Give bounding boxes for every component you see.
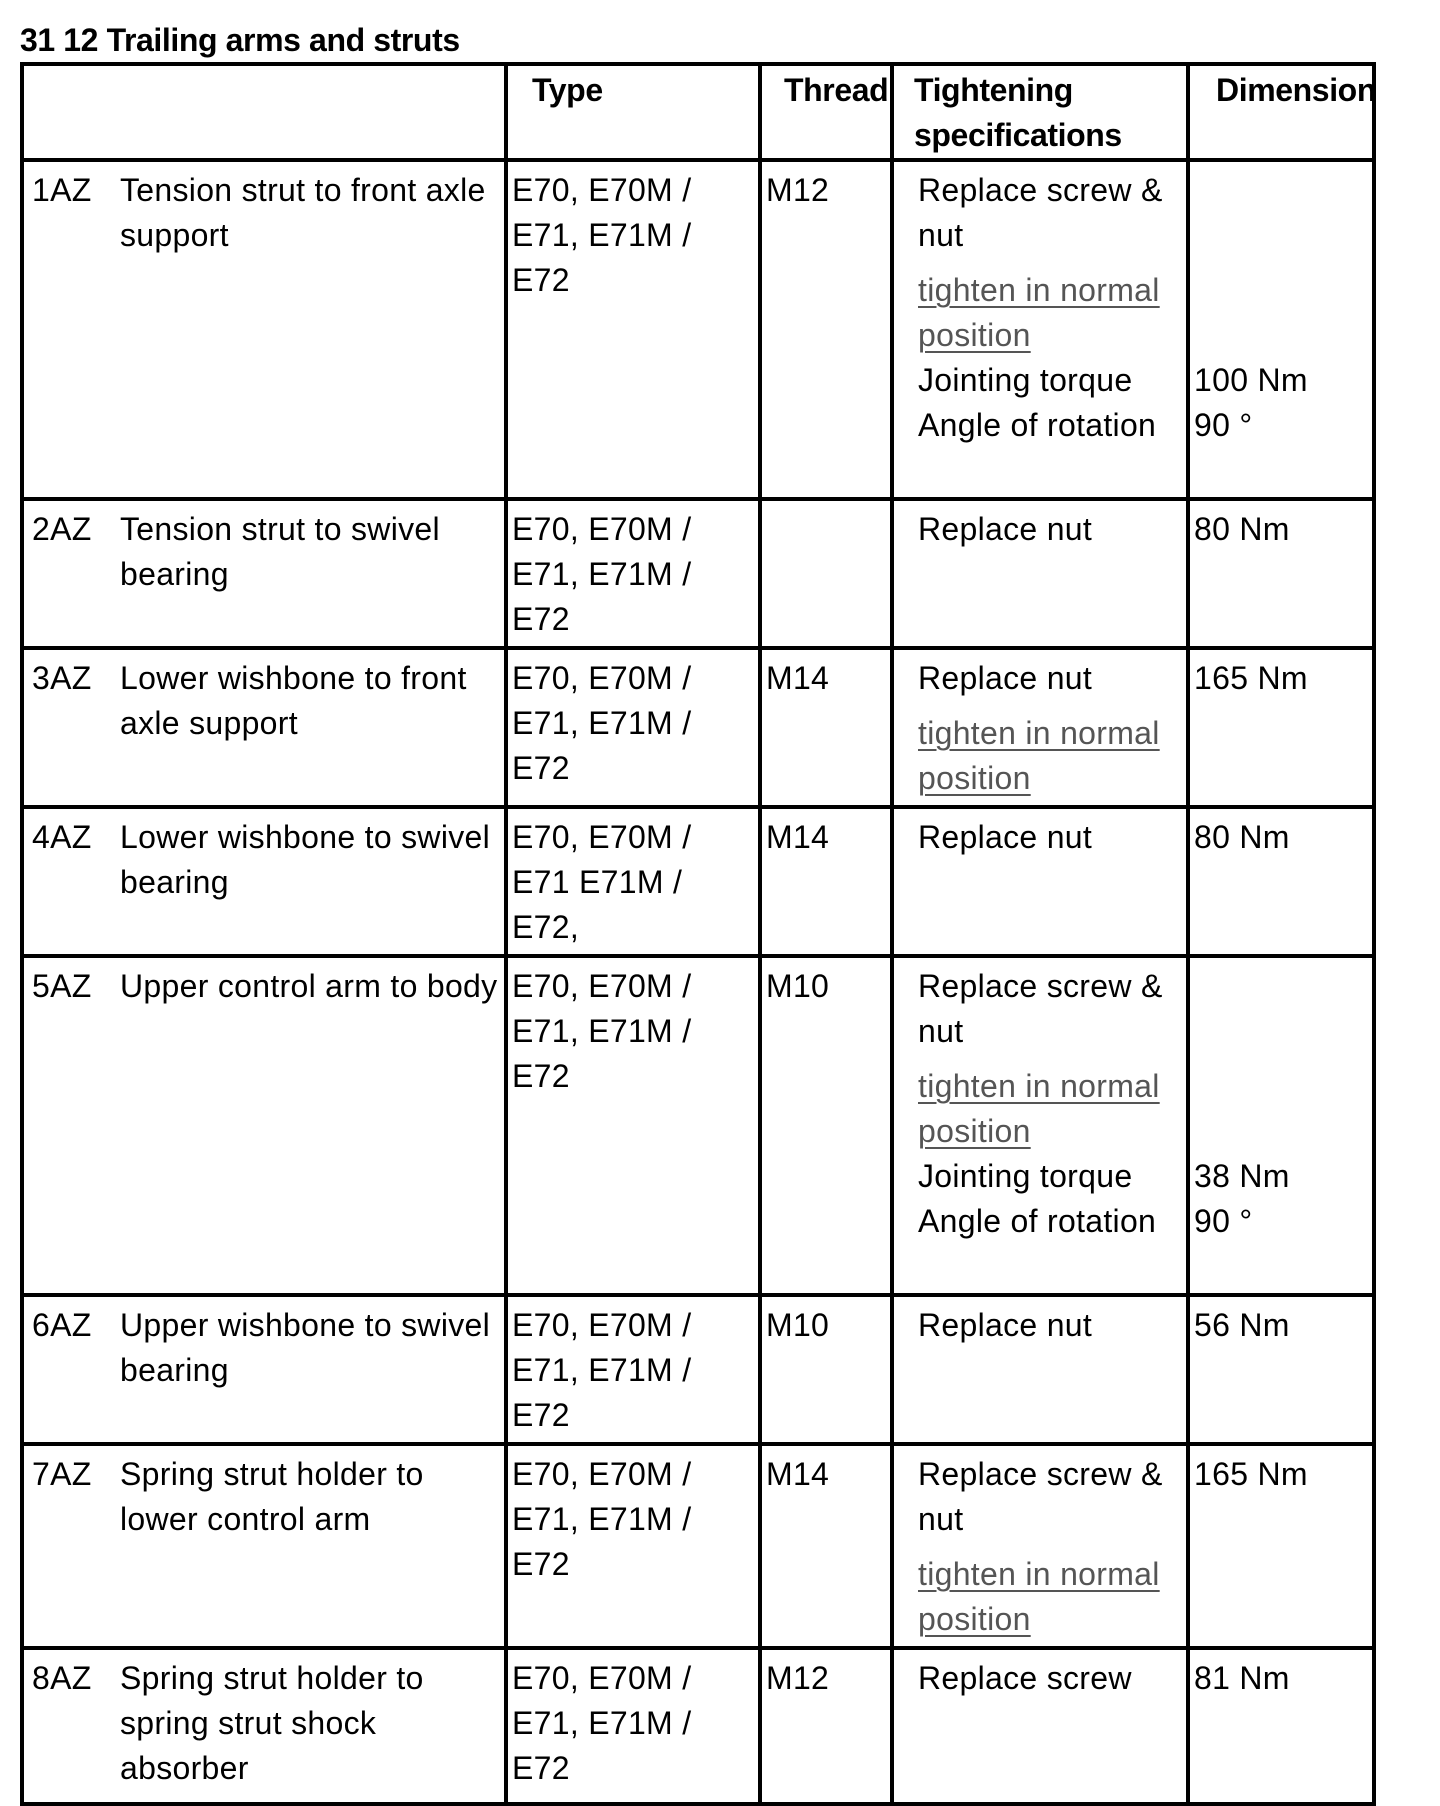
cell-type <box>506 160 760 499</box>
item-code: 4AZ <box>32 819 92 855</box>
table-row <box>22 648 1374 807</box>
spec-text <box>918 168 1182 258</box>
cell-thread <box>760 1444 892 1648</box>
cell-dimension <box>1188 956 1374 1295</box>
tighten-position-link[interactable] <box>918 711 1182 801</box>
item-description: Lower wishbone to swivel bearing <box>120 819 491 900</box>
item-code: 6AZ <box>32 1307 92 1343</box>
table-row <box>22 1295 1374 1444</box>
cell-dimension <box>1188 807 1374 956</box>
cell-item <box>22 1444 506 1648</box>
cell-item <box>22 499 506 648</box>
spec-line-text: Angle of rotation <box>918 407 1157 443</box>
cell-thread <box>760 956 892 1295</box>
spec-text <box>918 1303 1182 1348</box>
cell-type <box>506 956 760 1295</box>
cell-dimension <box>1188 648 1374 807</box>
spec-link-text[interactable]: tighten in normal position <box>918 1068 1160 1149</box>
table-header-row <box>22 64 1374 160</box>
cell-thread <box>760 1648 892 1804</box>
type-value: E70, E70M / E71, E71M / E72 <box>512 1660 692 1786</box>
thread-value: M12 <box>766 1660 830 1696</box>
item-description: Tension strut to front axle support <box>120 172 486 253</box>
spec-text <box>918 1656 1182 1701</box>
type-value: E70, E70M / E71 E71M / E72, <box>512 819 692 945</box>
thread-value: M14 <box>766 819 830 855</box>
dimension-value <box>1194 711 1368 801</box>
spec-line-text: Replace nut <box>918 511 1093 547</box>
thread-value: M12 <box>766 172 830 208</box>
spec-line-text: Replace nut <box>918 1307 1093 1343</box>
cell-dimension <box>1188 1295 1374 1444</box>
cell-type <box>506 807 760 956</box>
table-row <box>22 956 1374 1295</box>
header-thread: Thread <box>760 64 892 160</box>
dimension-value <box>1194 1064 1368 1154</box>
cell-tightening <box>892 1648 1188 1804</box>
header-type: Type <box>506 64 760 160</box>
cell-thread <box>760 807 892 956</box>
spec-line-text: Replace screw <box>918 1660 1132 1696</box>
dimension-value: 90 ° <box>1194 407 1253 443</box>
spec-line-text: Jointing torque <box>918 1158 1133 1194</box>
dimension-value: 81 Nm <box>1194 1660 1290 1696</box>
cell-dimension <box>1188 1648 1374 1804</box>
cell-tightening <box>892 1444 1188 1648</box>
type-value: E70, E70M / E71, E71M / E72 <box>512 660 692 786</box>
type-value: E70, E70M / E71, E71M / E72 <box>512 1307 692 1433</box>
thread-value: M14 <box>766 1456 830 1492</box>
spec-text <box>918 964 1182 1054</box>
table-row <box>22 499 1374 648</box>
cell-item <box>22 648 506 807</box>
item-description: Spring strut holder to spring strut shock absorber <box>120 1660 424 1786</box>
table-row <box>22 1444 1374 1648</box>
dimension-value: 38 Nm <box>1194 1158 1290 1194</box>
spec-text <box>918 1452 1182 1542</box>
dimension-value: 165 Nm <box>1194 660 1308 696</box>
dimension-value <box>1194 168 1368 258</box>
item-code: 8AZ <box>32 1660 92 1696</box>
item-code: 5AZ <box>32 968 92 1004</box>
cell-type <box>506 648 760 807</box>
spec-link-text[interactable]: tighten in normal position <box>918 715 1160 796</box>
table-row <box>22 1648 1374 1804</box>
dimension-value: 56 Nm <box>1194 1307 1290 1343</box>
type-value: E70, E70M / E71, E71M / E72 <box>512 1456 692 1582</box>
cell-thread <box>760 648 892 807</box>
cell-thread <box>760 160 892 499</box>
thread-value: M10 <box>766 968 830 1004</box>
header-dimension: Dimension <box>1188 64 1374 160</box>
cell-tightening <box>892 1295 1188 1444</box>
cell-tightening <box>892 499 1188 648</box>
spec-text <box>918 358 1182 403</box>
dimension-value: 80 Nm <box>1194 511 1290 547</box>
cell-item <box>22 160 506 499</box>
cell-dimension <box>1188 160 1374 499</box>
cell-type <box>506 1295 760 1444</box>
spec-text <box>918 1199 1182 1289</box>
item-description: Lower wishbone to front axle support <box>120 660 467 741</box>
item-description: Upper control arm to body <box>120 968 498 1004</box>
cell-item <box>22 956 506 1295</box>
dimension-value: 165 Nm <box>1194 1456 1308 1492</box>
thread-value <box>762 501 890 511</box>
spec-line-text: Replace screw & nut <box>918 1456 1163 1537</box>
spec-line-text: Replace screw & nut <box>918 172 1163 253</box>
page-title: 31 12 Trailing arms and struts <box>20 22 460 58</box>
item-description: Tension strut to swivel bearing <box>120 511 440 592</box>
dimension-value <box>1194 964 1368 1054</box>
table-body <box>22 160 1374 1804</box>
cell-item <box>22 1648 506 1804</box>
header-item <box>22 64 506 160</box>
type-value: E70, E70M / E71, E71M / E72 <box>512 968 692 1094</box>
cell-type <box>506 499 760 648</box>
table-row <box>22 807 1374 956</box>
cell-tightening <box>892 956 1188 1295</box>
spec-line-text: Replace screw & nut <box>918 968 1163 1049</box>
cell-tightening <box>892 648 1188 807</box>
cell-type <box>506 1444 760 1648</box>
table-row <box>22 160 1374 499</box>
tighten-position-link[interactable] <box>918 1552 1182 1642</box>
dimension-value: 80 Nm <box>1194 819 1290 855</box>
type-value: E70, E70M / E71, E71M / E72 <box>512 511 692 637</box>
cell-tightening <box>892 807 1188 956</box>
spec-line-text: Angle of rotation <box>918 1203 1157 1239</box>
spec-line-text: Replace nut <box>918 660 1093 696</box>
spec-link-text[interactable]: tighten in normal position <box>918 272 1160 353</box>
cell-thread <box>760 1295 892 1444</box>
item-code: 2AZ <box>32 511 92 547</box>
dimension-value: 90 ° <box>1194 1203 1253 1239</box>
dimension-value <box>1194 1552 1368 1642</box>
item-description: Spring strut holder to lower control arm <box>120 1456 424 1537</box>
type-value: E70, E70M / E71, E71M / E72 <box>512 172 692 298</box>
thread-value: M10 <box>766 1307 830 1343</box>
spec-text <box>918 656 1182 701</box>
spec-line-text: Jointing torque <box>918 362 1133 398</box>
item-code: 3AZ <box>32 660 92 696</box>
spec-link-text[interactable]: tighten in normal position <box>918 1556 1160 1637</box>
item-code: 7AZ <box>32 1456 92 1492</box>
cell-tightening <box>892 160 1188 499</box>
tighten-position-link[interactable] <box>918 268 1182 358</box>
cell-dimension <box>1188 499 1374 648</box>
cell-dimension <box>1188 1444 1374 1648</box>
spec-text <box>918 1154 1182 1199</box>
spec-text <box>918 403 1182 493</box>
cell-item <box>22 1295 506 1444</box>
header-tightening: Tightening specifications <box>892 64 1188 160</box>
cell-thread <box>760 499 892 648</box>
thread-value: M14 <box>766 660 830 696</box>
spec-text <box>918 815 1182 860</box>
dimension-value <box>1194 268 1368 358</box>
cell-item <box>22 807 506 956</box>
spec-table <box>20 62 1376 1806</box>
item-description: Upper wishbone to swivel bearing <box>120 1307 491 1388</box>
spec-text <box>918 507 1182 552</box>
spec-line-text: Replace nut <box>918 819 1093 855</box>
item-code: 1AZ <box>32 172 92 208</box>
cell-type <box>506 1648 760 1804</box>
tighten-position-link[interactable] <box>918 1064 1182 1154</box>
dimension-value: 100 Nm <box>1194 362 1308 398</box>
